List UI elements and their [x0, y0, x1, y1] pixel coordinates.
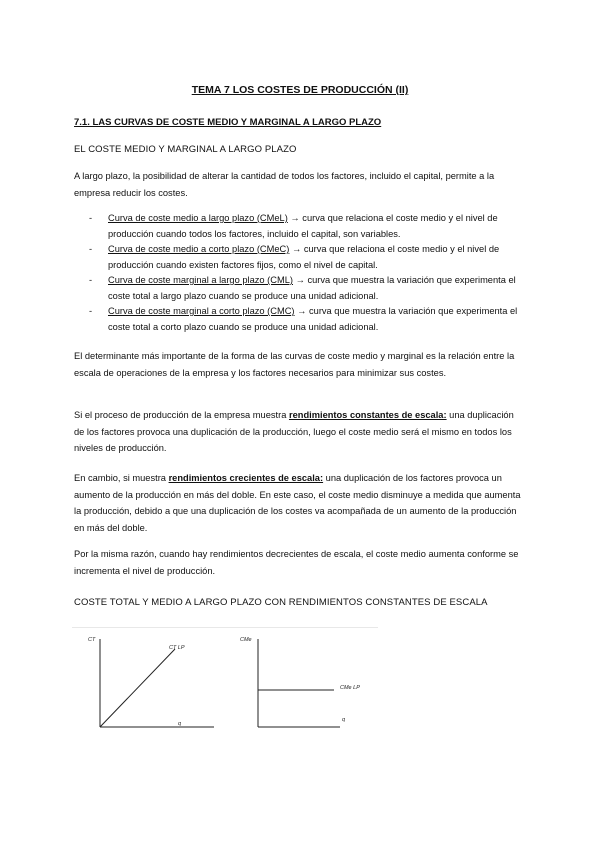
- graph2-ylabel: CMe: [240, 637, 252, 643]
- subsection-heading-2: COSTE TOTAL Y MEDIO A LARGO PLAZO CON RENDIMIENTOS CONSTANTES DE ESCALA: [74, 597, 488, 608]
- subsection-heading-1: EL COSTE MEDIO Y MARGINAL A LARGO PLAZO: [74, 144, 297, 155]
- decreasing-returns-paragraph: Por la misma razón, cuando hay rendimientos decrecientes de escala, el coste medio aumenta conforme se incrementa el nivel de producción.: [74, 549, 519, 576]
- graph1-xlabel: q: [178, 721, 182, 727]
- graph2-xlabel: q: [342, 717, 346, 723]
- total-cost-graph: [82, 627, 232, 737]
- section-heading: 7.1. LAS CURVAS DE COSTE MEDIO Y MARGINAL A LARGO PLAZO: [74, 117, 382, 128]
- list-item: - Curva de coste medio a corto plazo (CMeC) → curva que relaciona el coste medio y el nivel de producción cuando existen factores fijos, como el nivel de capital.: [89, 242, 529, 273]
- determinant-paragraph: El determinante más importante de la forma de las curvas de coste medio y marginal es la relación entre la escala de operaciones de la empresa y los factores necesarios para minimizar sus costes.: [74, 351, 515, 378]
- intro-paragraph: A largo plazo, la posibilidad de alterar la cantidad de todos los factores, incluido el capital, permite a la empresa reducir los costes.: [74, 171, 495, 198]
- list-item: - Curva de coste medio a largo plazo (CMeL) → curva que relaciona el coste medio y el nivel de producción cuando todos los factores, incluido el capital, son variables.: [89, 211, 529, 242]
- constant-returns-paragraph: Si el proceso de producción de la empresa muestra rendimientos constantes de escala: una duplicación de los factores provoca una duplicación de la producción, luego el coste medio será el mismo en todos los niveles de producción.: [74, 410, 514, 453]
- graph1-curve-label: CT LP: [169, 645, 185, 651]
- definitions-list: [89, 211, 529, 335]
- graph1-ylabel: CT: [88, 637, 96, 643]
- graph2-curve-label: CMe LP: [340, 685, 360, 691]
- increasing-returns-paragraph: En cambio, si muestra rendimientos crecientes de escala: una duplicación de los factores provoca un aumento de la producción en más del doble. En este caso, el coste medio disminuye a medida que aumenta la producción, debido a que una duplicación de los costes va acompañada de un aumento de la producción en más del doble.: [74, 473, 521, 533]
- total-cost-line: [100, 649, 175, 727]
- page-title: TEMA 7 LOS COSTES DE PRODUCCIÓN (II): [191, 84, 409, 96]
- list-item: - Curva de coste marginal a corto plazo (CMC) → curva que muestra la variación que experimenta el coste total a corto plazo cuando se produce una unidad adicional.: [89, 304, 529, 335]
- list-item: - Curva de coste marginal a largo plazo (CML) → curva que muestra la variación que experimenta el coste total a largo plazo cuando se produce una unidad adicional.: [89, 273, 529, 304]
- average-cost-graph: [240, 627, 390, 737]
